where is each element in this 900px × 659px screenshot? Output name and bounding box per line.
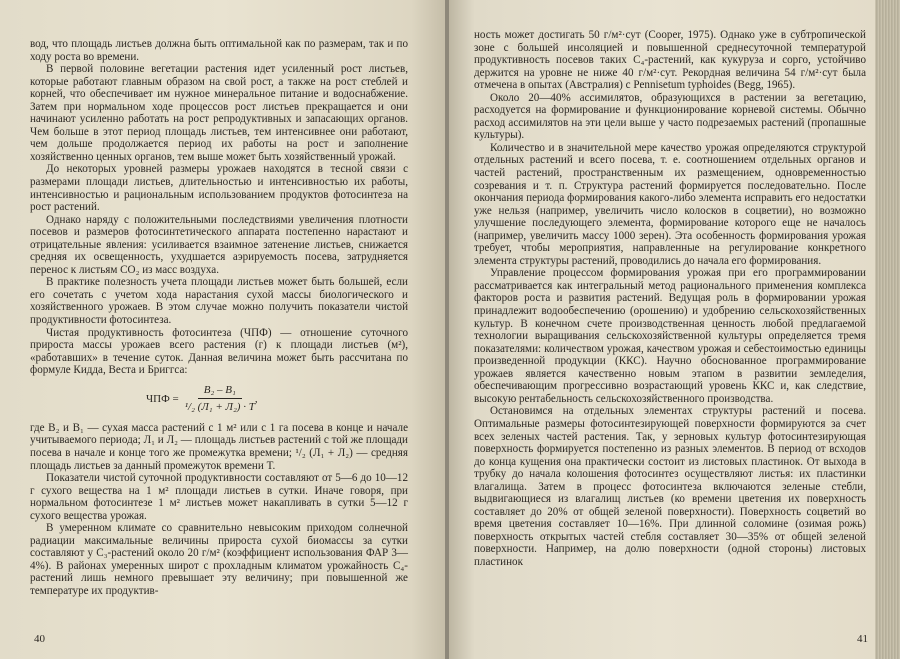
paragraph: Управление процессом формирования урожая при его программировании рассматривается как интегральный метод рационального применения комплекса факторов роста и развития растений. Ведущая роль в формировании урожая принадлежит водообеспечению (орошению) и удобрению сельскохозяйственных культур. В конечном счете производственная ценность любой предлагаемой технологии выращивания сельскохозяйственной культуры определяется тремя показателями: количеством урожая, качеством урожая и себестоимостью единицы произведенной продукции (ККС). Научно обоснованное программирование урожаев является качественно новым этапом в развитии земледелия, обеспечивающим прогрессивно возрастающий уровень ККС и, как следствие, высокую рентабельность сельскохозяйственного производства. (474, 267, 866, 405)
paragraph: Показатели чистой суточной продуктивности составляют от 5—6 до 10—12 г сухого вещества на 1 м² площади листьев в сутки. Иначе говоря, при нормальном фотосинтезе 1 м² листьев может накапливать в сутки 5—12 г сухого вещества урожая. (30, 472, 408, 522)
right-page-text (474, 29, 866, 569)
page-edges (875, 0, 900, 659)
paragraph: где B₂ и B₁ — сухая масса растений с 1 м² или с 1 га посева в конце и начале учитываемого периода; Л₁ и Л₂ — площадь листьев растений с той же площади посева в начале и конце того же промежутка времени; ¹/₂ (Л₁ + Л₂) — средняя площадь листьев за данный промежуток времени T. (30, 421, 408, 472)
formula-end: , (254, 392, 258, 405)
paragraph: В первой половине вегетации растения идет усиленный рост листьев, которые работают главным образом на свой рост, а также на рост стеблей и корней, что обеспечивает им нужное минеральное питание и водоснабжение. Затем при нормальном ходе процессов рост листьев прекращается и они начинают усиленно работать на рост репродуктивных и запасающих органов. Чем больше в этот период площадь листьев, тем интенсивнее они работают, чем дольше продолжается период их работы на рост и заполнение хозяйственно ценных органов, тем выше может быть хозяйственный урожай. (30, 63, 408, 163)
paragraph: ность может достигать 50 г/м²·сут (Cooper, 1975). Однако уже в субтропической зоне с большей инсоляцией и повышенной среднесуточной температурой продуктивность посевов таких C₄-растений, как кукуруза и сорго, устойчиво держится на уровне не ниже 40 г/м²·сут. Рекордная величина 54 г/м²·сут была отмечена в опытах (Австралия) с Pennisetum typhoides (Begg, 1965). (474, 29, 866, 92)
paragraph: Около 20—40% ассимилятов, образующихся в растении за вегетацию, расходуется на формирование и функционирование корневой системы. Обычно расход ассимилятов на эти цели выше у часто подрезаемых растений (пропашные культуры). (474, 91, 866, 142)
page-number: 40 (34, 633, 45, 645)
paragraph: Однако наряду с положительными последствиями увеличения плотности посевов и размеров фотосинтетического аппарата постепенно нарастают и отрицательные явления: усиливается взаимное затенение листьев, снижается средняя их освещенность, ухудшается аэрируемость посева, затрудняется перенос к листьям CO₂ из масс воздуха. (30, 213, 408, 276)
paragraph: В практике полезность учета площади листьев может быть большей, если его сочетать с учетом хода нарастания сухой массы биологического и хозяйственного урожаев. В этом случае можно получить показатели чистой продуктивности фотосинтеза. (30, 276, 408, 327)
formula-fraction (185, 384, 255, 414)
paragraph: До некоторых уровней размеры урожаев находятся в тесной связи с размерами площади листьев, длительностью и интенсивностью их работы, интенсивностью и рациональным использованием продуктов фотосинтеза на рост растений. (30, 163, 408, 214)
paragraph: Чистая продуктивность фотосинтеза (ЧПФ) — отношение суточного прироста массы урожаев всего растения (г) к площади листьев (м²), «работавших» в течение суток. Данная величина может быть рассчитана по формуле Кидда, Веста и Бриггса: (30, 326, 408, 377)
paragraph: В умеренном климате со сравнительно невысоким приходом солнечной радиации максимальные величины прироста сухой биомассы за сутки составляют у C₃-растений около 20 г/м² (коэффициент использования ФАР 3—4%). В районах умеренных широт с прохладным климатом урожайность C₄-растений лишь немного превышает эту величину; при повышенной же температуре их продуктив- (30, 522, 408, 597)
paragraph: Остановимся на отдельных элементах структуры растений и посева. Оптимальные размеры фотосинтезирующей поверхности формируются за счет всех зеленых частей растения. Так, у зерновых культур фотосинтезирующая поверхность формируется постепенно из разных элементов. В период от всходов до конца кущения она практически состоит из листовых пластинок. От выхода в трубку до начала колошения фотосинтез осуществляют листья: их пластинки влагалища. Затем в процесс фотосинтеза включаются зеленые стебли, выдвигающиеся из влагалищ листьев (ко времени цветения их поверхность составляет до 20% от общей зеленой поверхности). Поверхность соцветий во время цветения составляет 10—16%. При длинной соломине (озимая рожь) поверхность открытых частей стебля составляет 30—35% от общей зеленой поверхности. Например, на долю поверхности (одной стороны) листовых пластинок (474, 405, 866, 568)
left-page (0, 0, 447, 659)
formula-numerator: B₂ – B₁ (198, 384, 242, 400)
left-page-text (30, 38, 408, 598)
npp-formula (146, 384, 408, 414)
formula-label: ЧПФ = (146, 392, 179, 405)
paragraph: вод, что площадь листьев должна быть оптимальной как по размерам, так и по ходу роста во времени. (30, 38, 408, 63)
formula-denominator: ¹/₂ (Л₁ + Л₂) · T (184, 401, 255, 414)
page-number: 41 (857, 633, 868, 645)
paragraph: Количество и в значительной мере качество урожая определяются структурой отдельных растений и всего посева, т. е. соотношением отдельных органов и частей растений, пространственным их размещением, одновременностью созревания и т. п. Структура растений формируется последовательно. После окончания периода формирования какого-либо элемента исправить его недостатки уже нельзя (например, увеличить число колосков в соцветии), но возможно улучшение последующего элемента, формирование которого еще не началось (например, увеличить массу 1000 зерен). Эта особенность формирования урожая требует, чтобы мероприятия, направленные на регулирование конкретного элемента структуры растений, проводились до начала его формирования. (474, 141, 866, 267)
right-page (449, 0, 875, 659)
